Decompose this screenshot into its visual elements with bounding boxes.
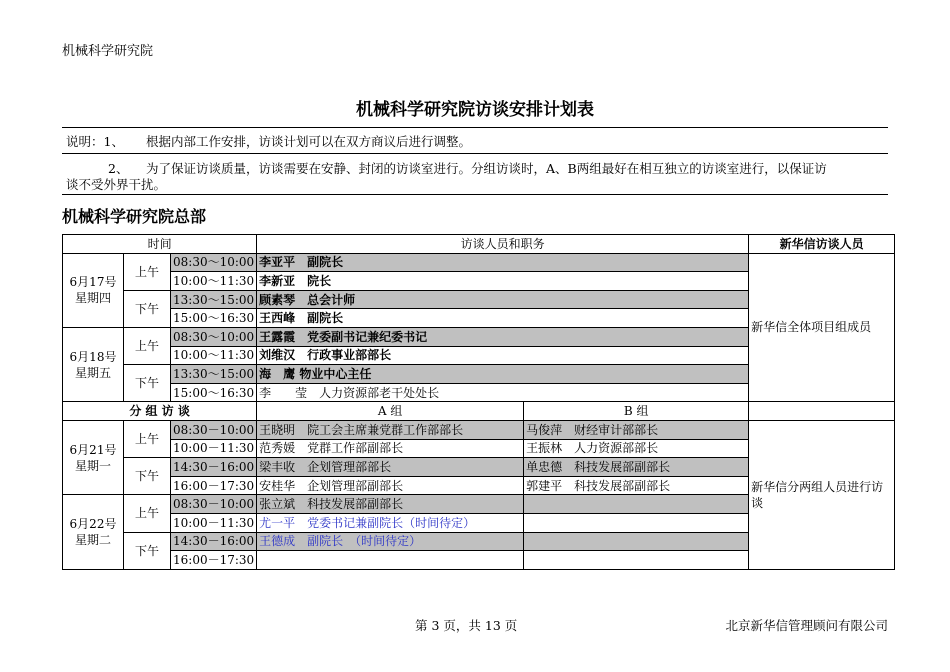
time-cell: 10:00－11:30 [171,513,257,532]
group-b-cell [524,532,749,551]
group-a-cell: 尤一平 党委书记兼副院长（时间待定） [257,513,524,532]
time-cell: 14:30－16:00 [171,458,257,477]
period-am: 上午 [124,327,171,364]
note-1-number: 说明：1、 [66,134,124,149]
group-a-cell: 梁丰收 企划管理部部长 [257,458,524,477]
section-title: 机械科学研究院总部 [62,207,207,226]
divider [62,153,888,154]
group-b-cell [524,513,749,532]
time-cell: 16:00－17:30 [171,551,257,570]
time-cell: 13:30～15:00 [171,365,257,384]
note-2-line-2: 谈不受外界干扰。 [66,177,167,192]
period-am: 上午 [124,495,171,532]
period-am: 上午 [124,420,171,457]
note-1-text: 根据内部工作安排，访谈计划可以在双方商议后进行调整。 [146,134,472,149]
person-cell: 李亚平 副院长 [257,253,749,272]
person-cell: 刘维汉 行政事业部部长 [257,346,749,365]
time-cell: 15:00～16:30 [171,309,257,328]
group-b-cell: 单忠德 科技发展部副部长 [524,458,749,477]
header-org: 机械科学研究院 [62,44,154,59]
header-time: 时间 [63,235,257,254]
schedule-table [62,234,895,570]
person-cell: 李新亚 院长 [257,272,749,291]
group-a-cell: 范秀媛 党群工作部副部长 [257,439,524,458]
time-cell: 08:30－10:00 [171,495,257,514]
xhx-cell: 新华信分两组人员进行访谈 [749,420,895,569]
header-people: 访谈人员和职务 [257,235,749,254]
table-header-row [63,235,895,254]
period-am: 上午 [124,253,171,290]
time-cell: 13:30～15:00 [171,290,257,309]
group-a-header: A 组 [257,402,524,421]
period-pm: 下午 [124,532,171,569]
empty-cell [749,402,895,421]
time-cell: 10:00－11:30 [171,439,257,458]
group-b-cell: 郭建平 科技发展部副部长 [524,476,749,495]
note-2-line-1: 为了保证访谈质量，访谈需要在安静、封闭的访谈室进行。分组访谈时，A、B两组最好在相互独立的访谈室进行，以保证访 [146,161,827,176]
note-2-number: 2、 [108,161,129,176]
time-cell: 10:00～11:30 [171,272,257,291]
date-cell: 6月18号 星期五 [63,327,124,401]
table-row [63,253,895,272]
group-b-cell: 马俊萍 财经审计部部长 [524,420,749,439]
period-pm: 下午 [124,365,171,402]
group-b-header: B 组 [524,402,749,421]
time-cell: 14:30－16:00 [171,532,257,551]
time-cell: 15:00～16:30 [171,383,257,402]
footer-company: 北京新华信管理顾问有限公司 [725,618,888,633]
group-header-row [63,402,895,421]
group-a-cell [257,551,524,570]
group-a-cell: 王德成 副院长 （时间待定） [257,532,524,551]
group-b-cell [524,551,749,570]
person-cell: 海 鹰 物业中心主任 [257,365,749,384]
group-a-cell: 安桂华 企划管理部副部长 [257,476,524,495]
group-a-cell: 张立斌 科技发展部副部长 [257,495,524,514]
time-cell: 08:30～10:00 [171,253,257,272]
group-b-cell [524,495,749,514]
page-number: 第 3 页，共 13 页 [415,618,518,633]
group-b-cell: 王振林 人力资源部部长 [524,439,749,458]
time-cell: 16:00－17:30 [171,476,257,495]
date-cell: 6月22号 星期二 [63,495,124,569]
table-row [63,420,895,439]
time-cell: 08:30－10:00 [171,420,257,439]
divider [62,127,888,128]
time-cell: 10:00～11:30 [171,346,257,365]
header-xhx: 新华信访谈人员 [749,235,895,254]
page-title: 机械科学研究院访谈安排计划表 [356,100,594,120]
date-cell: 6月21号 星期一 [63,420,124,494]
person-cell: 王西峰 副院长 [257,309,749,328]
period-pm: 下午 [124,290,171,327]
group-a-cell: 王晓明 院工会主席兼党群工作部部长 [257,420,524,439]
divider [62,194,888,195]
person-cell: 李 莹 人力资源部老干处处长 [257,383,749,402]
date-cell: 6月17号 星期四 [63,253,124,327]
person-cell: 王露霞 党委副书记兼纪委书记 [257,327,749,346]
xhx-cell: 新华信全体项目组成员 [749,253,895,402]
group-label: 分 组 访 谈 [63,402,257,421]
time-cell: 08:30～10:00 [171,327,257,346]
person-cell: 顾素琴 总会计师 [257,290,749,309]
period-pm: 下午 [124,458,171,495]
